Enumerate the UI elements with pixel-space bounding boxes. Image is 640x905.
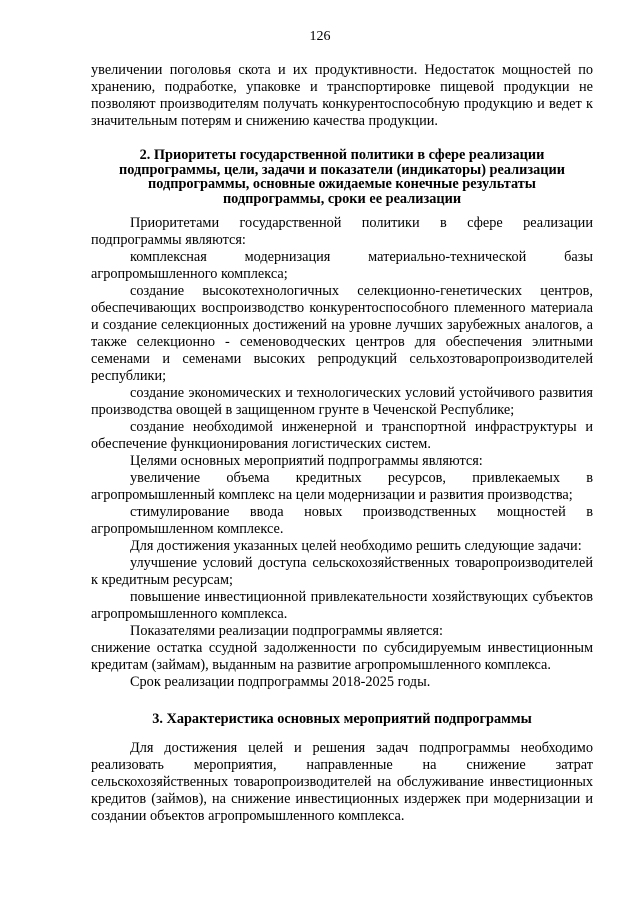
goal-item: увеличение объема кредитных ресурсов, привлекаемых в агропромышленный комплекс на цели модернизации и развития производства; bbox=[91, 470, 593, 503]
goals-intro: Целями основных мероприятий подпрограммы являются: bbox=[130, 453, 483, 469]
priority-item: создание высокотехнологичных селекционно-генетических центров, обеспечивающих воспроизводство конкурентоспособного племенного материала и создание селекционных достижений на уровне лучших зарубежных аналогов, а также селекционно - семеноводческих центров для обеспечения элитными семенами и семенами высоких репродукций сельхозтоваропроизводителей республики; bbox=[91, 283, 593, 384]
section-2-heading-line: подпрограммы, цели, задачи и показатели (индикаторы) реализации bbox=[119, 161, 565, 178]
section-3-heading: 3. Характеристика основных мероприятий подпрограммы bbox=[152, 711, 532, 727]
intro-paragraph: увеличении поголовья скота и их продуктивности. Недостаток мощностей по хранению, подработке, упаковке и транспортировке пищевой продукции не позволяют производителям получать конкурентоспособную продукцию и ведет к значительным потерям и снижению качества продукции. bbox=[91, 62, 593, 129]
section-2-heading-line: подпрограммы, сроки ее реализации bbox=[222, 190, 462, 207]
tasks-intro: Для достижения указанных целей необходимо решить следующие задачи: bbox=[130, 538, 582, 554]
body-text bbox=[91, 62, 593, 825]
task-item: повышение инвестиционной привлекательности хозяйствующих субъектов агропромышленного комплекса. bbox=[91, 589, 593, 622]
section-2-heading-line: подпрограммы, основные ожидаемые конечные результаты bbox=[148, 176, 536, 192]
priorities-intro: Приоритетами государственной политики в сфере реализации подпрограммы являются: bbox=[91, 215, 593, 248]
priority-item: комплексная модернизация материально-технической базы агропромышленного комплекса; bbox=[91, 249, 593, 282]
goal-item: стимулирование ввода новых производственных мощностей в агропромышленном комплексе. bbox=[91, 504, 593, 537]
section-3-paragraph: Для достижения целей и решения задач подпрограммы необходимо реализовать мероприятия, направленные на снижение затрат сельскохозяйственных товаропроизводителей на обслуживание инвестиционных кредитов (займов), на снижение инвестиционных издержек при модернизации и создании объектов агропромышленного комплекса. bbox=[91, 739, 593, 824]
indicator-item: снижение остатка ссудной задолженности по субсидируемым инвестиционным кредитам (займам), выданным на развитие агропромышленного комплекса. bbox=[91, 640, 593, 673]
implementation-term: Срок реализации подпрограммы 2018-2025 годы. bbox=[130, 674, 431, 690]
section-2-heading bbox=[91, 148, 593, 206]
priority-item: создание экономических и технологических условий устойчивого развития производства овощей в защищенном грунте в Чеченской Республике; bbox=[91, 385, 593, 418]
task-item: улучшение условий доступа сельскохозяйственных товаропроизводителей к кредитным ресурсам; bbox=[91, 555, 593, 588]
priority-item: создание необходимой инженерной и транспортной инфраструктуры и обеспечение функционирования логистических систем. bbox=[91, 419, 593, 452]
indicators-intro: Показателями реализации подпрограммы является: bbox=[130, 623, 443, 639]
page-number: 126 bbox=[309, 29, 331, 44]
section-2-heading-line: 2. Приоритеты государственной политики в сфере реализации bbox=[139, 147, 545, 163]
